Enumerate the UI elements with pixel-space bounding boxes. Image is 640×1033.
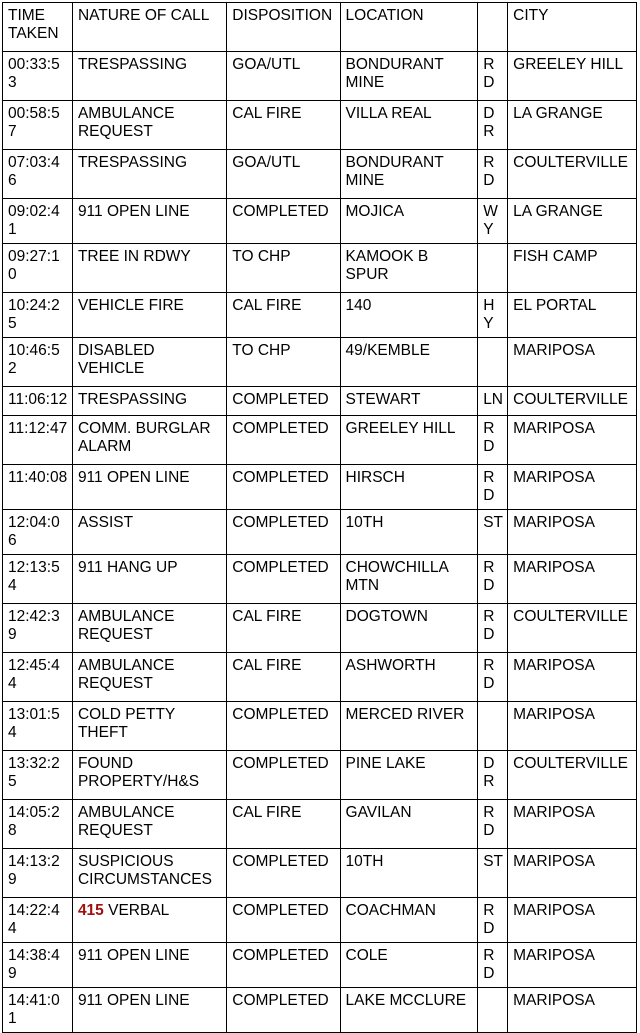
cell-nature-of-call <box>72 387 226 416</box>
cell-city: EL PORTAL <box>508 293 637 338</box>
cell-disposition: TO CHP <box>227 338 340 387</box>
nature-text: TRESPASSING <box>77 56 188 73</box>
cell-suffix: RD <box>478 800 508 849</box>
cell-location: MOJICA <box>340 199 478 244</box>
cell-location: ASHWORTH <box>340 653 478 702</box>
cell-nature-of-call <box>72 338 226 387</box>
cell-time-taken: 10:24:25 <box>3 293 73 338</box>
cell-location: 140 <box>340 293 478 338</box>
cell-suffix <box>478 702 508 751</box>
cell-nature-of-call <box>72 943 226 988</box>
cell-suffix: RD <box>478 150 508 199</box>
call-log-table <box>2 2 637 1033</box>
cell-time-taken: 00:33:53 <box>3 52 73 101</box>
cell-suffix: DR <box>478 751 508 800</box>
nature-text: VERBAL <box>108 902 170 919</box>
cell-city: FISH CAMP <box>508 244 637 293</box>
nature-text: ASSIST <box>77 514 134 531</box>
cell-city: GREELEY HILL <box>508 52 637 101</box>
cell-time-taken: 12:04:06 <box>3 510 73 555</box>
nature-text: 911 OPEN LINE <box>77 992 190 1009</box>
header-nature-of-call: NATURE OF CALL <box>72 3 226 52</box>
cell-suffix: LN <box>478 387 508 416</box>
cell-disposition: CAL FIRE <box>227 293 340 338</box>
nature-text: AMBULANCE REQUEST <box>77 657 175 692</box>
cell-suffix: RD <box>478 943 508 988</box>
cell-suffix: RD <box>478 52 508 101</box>
cell-suffix: ST <box>478 510 508 555</box>
nature-text: TRESPASSING <box>77 391 188 408</box>
cell-disposition: CAL FIRE <box>227 800 340 849</box>
header-time-taken: TIME TAKEN <box>3 3 73 52</box>
cell-time-taken: 13:32:25 <box>3 751 73 800</box>
cell-location: 10TH <box>340 510 478 555</box>
cell-disposition: COMPLETED <box>227 555 340 604</box>
cell-suffix: RD <box>478 465 508 510</box>
cell-nature-of-call <box>72 101 226 150</box>
cell-time-taken: 11:06:12 <box>3 387 73 416</box>
cell-time-taken: 11:12:47 <box>3 416 73 465</box>
cell-location: VILLA REAL <box>340 101 478 150</box>
cell-city: MARIPOSA <box>508 510 637 555</box>
nature-code-highlight: 415 <box>77 902 104 919</box>
cell-disposition: COMPLETED <box>227 510 340 555</box>
cell-disposition: GOA/UTL <box>227 52 340 101</box>
cell-location: 49/KEMBLE <box>340 338 478 387</box>
nature-text: DISABLED VEHICLE <box>77 342 155 377</box>
cell-city: MARIPOSA <box>508 416 637 465</box>
cell-disposition: COMPLETED <box>227 988 340 1033</box>
cell-city: MARIPOSA <box>508 800 637 849</box>
cell-suffix: RD <box>478 604 508 653</box>
cell-suffix: RD <box>478 653 508 702</box>
cell-location: GAVILAN <box>340 800 478 849</box>
cell-city: MARIPOSA <box>508 653 637 702</box>
cell-disposition: COMPLETED <box>227 465 340 510</box>
cell-location: GREELEY HILL <box>340 416 478 465</box>
nature-text: FOUND PROPERTY/H&S <box>77 755 200 790</box>
cell-nature-of-call <box>72 555 226 604</box>
nature-text: AMBULANCE REQUEST <box>77 105 175 140</box>
table-row <box>3 604 637 653</box>
nature-text: AMBULANCE REQUEST <box>77 804 175 839</box>
cell-disposition: GOA/UTL <box>227 150 340 199</box>
cell-nature-of-call <box>72 293 226 338</box>
cell-disposition: COMPLETED <box>227 898 340 943</box>
nature-text: 911 HANG UP <box>77 559 178 576</box>
nature-text: 911 OPEN LINE <box>77 947 190 964</box>
cell-time-taken: 14:13:29 <box>3 849 73 898</box>
cell-time-taken: 09:02:41 <box>3 199 73 244</box>
cell-suffix: RD <box>478 416 508 465</box>
table-row <box>3 751 637 800</box>
table-row <box>3 702 637 751</box>
nature-text: SUSPICIOUS CIRCUMSTANCES <box>77 853 212 888</box>
cell-location: MERCED RIVER <box>340 702 478 751</box>
cell-city: COULTERVILLE <box>508 387 637 416</box>
cell-suffix <box>478 338 508 387</box>
cell-city: COULTERVILLE <box>508 150 637 199</box>
cell-time-taken: 00:58:57 <box>3 101 73 150</box>
cell-location: BONDURANT MINE <box>340 150 478 199</box>
cell-location: BONDURANT MINE <box>340 52 478 101</box>
cell-nature-of-call <box>72 988 226 1033</box>
nature-text: COMM. BURGLAR ALARM <box>77 420 211 455</box>
cell-nature-of-call <box>72 416 226 465</box>
cell-disposition: COMPLETED <box>227 416 340 465</box>
table-row <box>3 800 637 849</box>
cell-city: MARIPOSA <box>508 338 637 387</box>
cell-time-taken: 14:38:49 <box>3 943 73 988</box>
table-row <box>3 653 637 702</box>
cell-nature-of-call <box>72 244 226 293</box>
table-row <box>3 199 637 244</box>
cell-suffix: ST <box>478 849 508 898</box>
cell-suffix <box>478 988 508 1033</box>
cell-city: MARIPOSA <box>508 943 637 988</box>
cell-city: MARIPOSA <box>508 555 637 604</box>
header-disposition: DISPOSITION <box>227 3 340 52</box>
cell-disposition: COMPLETED <box>227 849 340 898</box>
cell-location: COLE <box>340 943 478 988</box>
table-row <box>3 555 637 604</box>
cell-nature-of-call <box>72 849 226 898</box>
cell-disposition: TO CHP <box>227 244 340 293</box>
cell-time-taken: 07:03:46 <box>3 150 73 199</box>
table-row <box>3 849 637 898</box>
cell-disposition: COMPLETED <box>227 943 340 988</box>
nature-text: TREE IN RDWY <box>77 248 191 265</box>
table-row <box>3 416 637 465</box>
cell-location: HIRSCH <box>340 465 478 510</box>
cell-disposition: CAL FIRE <box>227 653 340 702</box>
cell-location: STEWART <box>340 387 478 416</box>
cell-disposition: COMPLETED <box>227 702 340 751</box>
cell-nature-of-call <box>72 199 226 244</box>
cell-disposition: COMPLETED <box>227 751 340 800</box>
cell-nature-of-call <box>72 751 226 800</box>
nature-text: 911 OPEN LINE <box>77 469 190 486</box>
header-suffix <box>478 3 508 52</box>
cell-location: COACHMAN <box>340 898 478 943</box>
cell-time-taken: 09:27:10 <box>3 244 73 293</box>
header-city: CITY <box>508 3 637 52</box>
cell-location: PINE LAKE <box>340 751 478 800</box>
cell-time-taken: 12:42:39 <box>3 604 73 653</box>
cell-time-taken: 14:05:28 <box>3 800 73 849</box>
cell-nature-of-call <box>72 510 226 555</box>
cell-nature-of-call <box>72 604 226 653</box>
nature-text: AMBULANCE REQUEST <box>77 608 175 643</box>
cell-city: MARIPOSA <box>508 849 637 898</box>
cell-nature-of-call <box>72 800 226 849</box>
cell-time-taken: 14:22:44 <box>3 898 73 943</box>
cell-time-taken: 10:46:52 <box>3 338 73 387</box>
cell-location: CHOWCHILLA MTN <box>340 555 478 604</box>
cell-disposition: COMPLETED <box>227 387 340 416</box>
cell-city: COULTERVILLE <box>508 751 637 800</box>
cell-city: MARIPOSA <box>508 898 637 943</box>
cell-city: COULTERVILLE <box>508 604 637 653</box>
cell-nature-of-call <box>72 702 226 751</box>
table-row <box>3 244 637 293</box>
cell-time-taken: 13:01:54 <box>3 702 73 751</box>
cell-disposition: CAL FIRE <box>227 101 340 150</box>
cell-nature-of-call <box>72 150 226 199</box>
table-row <box>3 510 637 555</box>
cell-suffix: WY <box>478 199 508 244</box>
table-row <box>3 988 637 1033</box>
cell-nature-of-call <box>72 653 226 702</box>
cell-location: LAKE MCCLURE <box>340 988 478 1033</box>
cell-time-taken: 11:40:08 <box>3 465 73 510</box>
cell-time-taken: 12:13:54 <box>3 555 73 604</box>
cell-suffix: RD <box>478 898 508 943</box>
table-row <box>3 52 637 101</box>
table-row <box>3 387 637 416</box>
cell-time-taken: 14:41:01 <box>3 988 73 1033</box>
cell-suffix: RD <box>478 555 508 604</box>
table-header-row <box>3 3 637 52</box>
table-row <box>3 465 637 510</box>
cell-nature-of-call <box>72 898 226 943</box>
cell-city: LA GRANGE <box>508 199 637 244</box>
nature-text: 911 OPEN LINE <box>77 203 190 220</box>
cell-city: MARIPOSA <box>508 702 637 751</box>
table-row <box>3 150 637 199</box>
cell-location: 10TH <box>340 849 478 898</box>
table-row <box>3 101 637 150</box>
table-row <box>3 898 637 943</box>
header-location: LOCATION <box>340 3 478 52</box>
cell-suffix: HY <box>478 293 508 338</box>
cell-suffix: DR <box>478 101 508 150</box>
cell-disposition: CAL FIRE <box>227 604 340 653</box>
table-row <box>3 293 637 338</box>
table-row <box>3 943 637 988</box>
cell-nature-of-call <box>72 52 226 101</box>
table-body <box>3 52 637 1033</box>
nature-text: VEHICLE FIRE <box>77 297 184 314</box>
nature-text: TRESPASSING <box>77 154 188 171</box>
nature-text: COLD PETTY THEFT <box>77 706 175 741</box>
cell-city: MARIPOSA <box>508 465 637 510</box>
cell-city: LA GRANGE <box>508 101 637 150</box>
cell-suffix <box>478 244 508 293</box>
cell-disposition: COMPLETED <box>227 199 340 244</box>
cell-time-taken: 12:45:44 <box>3 653 73 702</box>
table-row <box>3 338 637 387</box>
cell-city: MARIPOSA <box>508 988 637 1033</box>
cell-nature-of-call <box>72 465 226 510</box>
cell-location: DOGTOWN <box>340 604 478 653</box>
cell-location: KAMOOK B SPUR <box>340 244 478 293</box>
